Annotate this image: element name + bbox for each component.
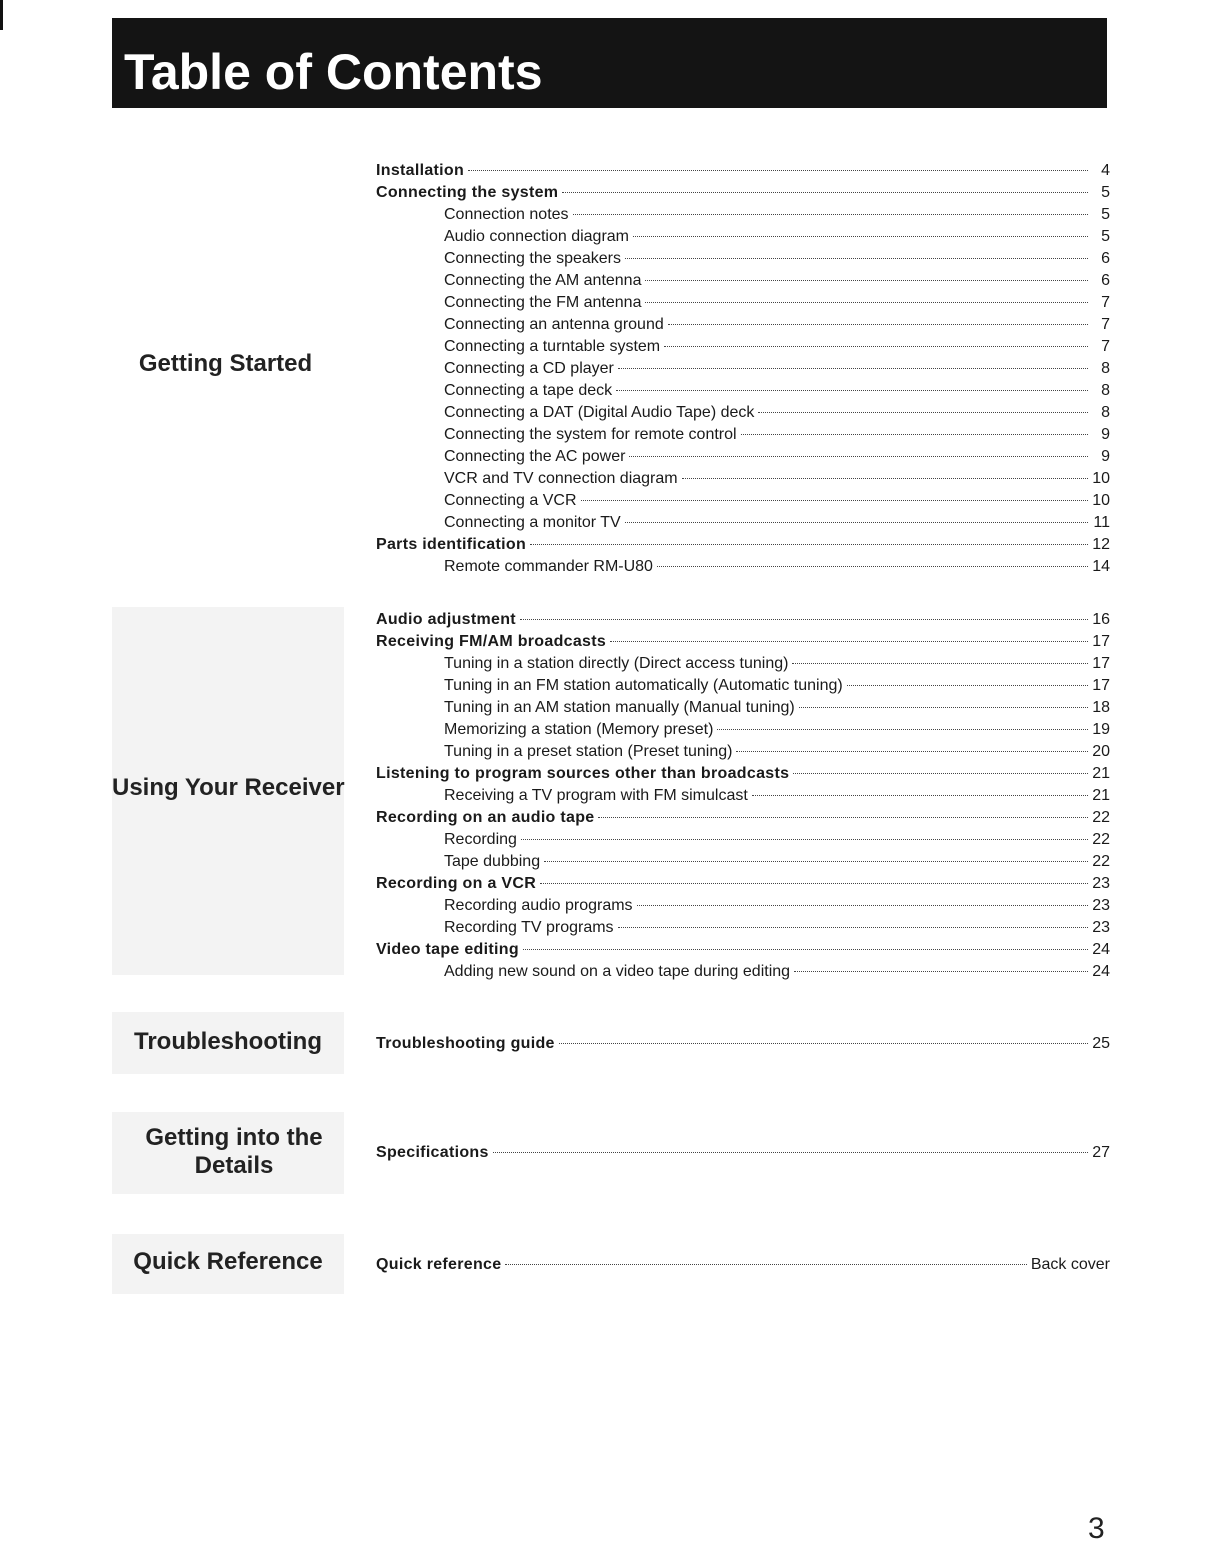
dot-leader bbox=[645, 280, 1088, 281]
toc-entry-title: Tuning in an AM station manually (Manual tuning) bbox=[444, 699, 795, 716]
section-label-using-your-receiver bbox=[112, 774, 344, 802]
toc-entry-title: Audio connection diagram bbox=[444, 228, 630, 245]
dot-leader bbox=[573, 214, 1088, 215]
toc-entry-page: 12 bbox=[1092, 536, 1110, 553]
section-label-line: Details bbox=[194, 1152, 274, 1179]
toc-entry-page: 5 bbox=[1101, 206, 1110, 223]
toc-entry-page: 4 bbox=[1101, 162, 1110, 179]
dot-leader bbox=[717, 729, 1088, 730]
toc-sub-entry bbox=[376, 358, 1110, 380]
dot-leader bbox=[682, 478, 1088, 479]
toc-entry-title: Connecting the speakers bbox=[444, 250, 621, 267]
toc-entry-title: Quick reference bbox=[376, 1256, 502, 1273]
toc-entry-page: 7 bbox=[1101, 338, 1110, 355]
toc-list-using-your-receiver bbox=[376, 609, 1110, 983]
toc-entry-page: 23 bbox=[1092, 875, 1110, 892]
toc-entry-title: Memorizing a station (Memory preset) bbox=[444, 721, 714, 738]
toc-heading-entry bbox=[376, 1254, 1110, 1276]
dot-leader bbox=[637, 905, 1088, 906]
toc-sub-entry bbox=[376, 292, 1110, 314]
toc-entry-page: 23 bbox=[1092, 897, 1110, 914]
toc-entry-title: Listening to program sources other than broadcasts bbox=[376, 765, 790, 782]
toc-entry-title: Tuning in a station directly (Direct access tuning) bbox=[444, 655, 789, 672]
toc-heading-entry bbox=[376, 631, 1110, 653]
toc-sub-entry bbox=[376, 917, 1110, 939]
toc-entry-page: 17 bbox=[1092, 655, 1110, 672]
toc-entry-title: VCR and TV connection diagram bbox=[444, 470, 678, 487]
toc-entry-page: 19 bbox=[1092, 721, 1110, 738]
toc-list-quick-reference bbox=[376, 1254, 1110, 1276]
toc-entry-page: 21 bbox=[1092, 765, 1110, 782]
toc-entry-page: 17 bbox=[1092, 677, 1110, 694]
toc-entry-page: Back cover bbox=[1030, 1256, 1110, 1273]
toc-heading-entry bbox=[376, 160, 1110, 182]
toc-entry-page: 6 bbox=[1101, 272, 1110, 289]
toc-list-getting-started bbox=[376, 160, 1110, 578]
toc-heading-entry bbox=[376, 873, 1110, 895]
toc-entry-title: Recording bbox=[444, 831, 517, 848]
dot-leader bbox=[540, 883, 1088, 884]
toc-sub-entry bbox=[376, 556, 1110, 578]
section-label-line: Quick Reference bbox=[133, 1248, 323, 1275]
dot-leader bbox=[625, 522, 1088, 523]
toc-heading-entry bbox=[376, 939, 1110, 961]
toc-entry-page: 14 bbox=[1092, 558, 1110, 575]
toc-sub-entry bbox=[376, 226, 1110, 248]
toc-sub-entry bbox=[376, 719, 1110, 741]
toc-sub-entry bbox=[376, 785, 1110, 807]
dot-leader bbox=[736, 751, 1088, 752]
dot-leader bbox=[847, 685, 1088, 686]
title-banner bbox=[112, 18, 1107, 108]
toc-entry-title: Tape dubbing bbox=[444, 853, 541, 870]
toc-sub-entry bbox=[376, 697, 1110, 719]
toc-entry-page: 24 bbox=[1092, 941, 1110, 958]
toc-entry-title: Connecting a DAT (Digital Audio Tape) deck bbox=[444, 404, 755, 421]
toc-entry-title: Connection notes bbox=[444, 206, 569, 223]
dot-leader bbox=[581, 500, 1088, 501]
dot-leader bbox=[629, 456, 1088, 457]
toc-entry-page: 11 bbox=[1093, 514, 1110, 531]
section-label-line: Using Your Receiver bbox=[112, 774, 345, 801]
toc-entry-title: Connecting the AM antenna bbox=[444, 272, 642, 289]
toc-heading-entry bbox=[376, 182, 1110, 204]
toc-sub-entry bbox=[376, 204, 1110, 226]
toc-entry-page: 8 bbox=[1101, 360, 1110, 377]
toc-entry-page: 17 bbox=[1092, 633, 1110, 650]
toc-entry-title: Connecting the system bbox=[376, 184, 559, 201]
toc-sub-entry bbox=[376, 851, 1110, 873]
toc-entry-page: 22 bbox=[1092, 831, 1110, 848]
toc-entry-title: Connecting a tape deck bbox=[444, 382, 613, 399]
dot-leader bbox=[468, 170, 1088, 171]
dot-leader bbox=[505, 1264, 1026, 1265]
dot-leader bbox=[530, 544, 1088, 545]
toc-entry-page: 20 bbox=[1092, 743, 1110, 760]
dot-leader bbox=[618, 927, 1088, 928]
dot-leader bbox=[562, 192, 1088, 193]
dot-leader bbox=[752, 795, 1088, 796]
page-number: 3 bbox=[1088, 1512, 1105, 1545]
toc-heading-entry bbox=[376, 534, 1110, 556]
dot-leader bbox=[610, 641, 1088, 642]
dot-leader bbox=[523, 949, 1088, 950]
toc-sub-entry bbox=[376, 424, 1110, 446]
toc-entry-title: Connecting an antenna ground bbox=[444, 316, 664, 333]
page-edge-mark bbox=[0, 0, 3, 30]
toc-entry-title: Recording TV programs bbox=[444, 919, 614, 936]
toc-entry-title: Receiving a TV program with FM simulcast bbox=[444, 787, 748, 804]
section-label-line: Getting into the bbox=[145, 1124, 323, 1151]
toc-entry-title: Recording on a VCR bbox=[376, 875, 537, 892]
toc-entry-title: Connecting a turntable system bbox=[444, 338, 661, 355]
dot-leader bbox=[657, 566, 1088, 567]
dot-leader bbox=[668, 324, 1088, 325]
toc-sub-entry bbox=[376, 446, 1110, 468]
dot-leader bbox=[793, 773, 1088, 774]
section-label-quick-reference bbox=[112, 1248, 344, 1276]
toc-entry-title: Connecting a monitor TV bbox=[444, 514, 621, 531]
dot-leader bbox=[645, 302, 1088, 303]
toc-heading-entry bbox=[376, 1142, 1110, 1164]
toc-entry-page: 10 bbox=[1092, 470, 1110, 487]
dot-leader bbox=[792, 663, 1088, 664]
dot-leader bbox=[741, 434, 1088, 435]
toc-entry-title: Connecting a VCR bbox=[444, 492, 577, 509]
toc-entry-title: Tuning in a preset station (Preset tuning) bbox=[444, 743, 733, 760]
toc-entry-title: Specifications bbox=[376, 1144, 489, 1161]
toc-entry-title: Connecting the AC power bbox=[444, 448, 626, 465]
toc-sub-entry bbox=[376, 653, 1110, 675]
toc-entry-title: Tuning in an FM station automatically (Automatic tuning) bbox=[444, 677, 843, 694]
toc-sub-entry bbox=[376, 895, 1110, 917]
toc-entry-page: 24 bbox=[1092, 963, 1110, 980]
toc-entry-title: Recording on an audio tape bbox=[376, 809, 595, 826]
toc-entry-title: Connecting the FM antenna bbox=[444, 294, 642, 311]
toc-sub-entry bbox=[376, 512, 1110, 534]
dot-leader bbox=[544, 861, 1088, 862]
toc-sub-entry bbox=[376, 961, 1110, 983]
toc-entry-title: Connecting a CD player bbox=[444, 360, 614, 377]
toc-entry-page: 8 bbox=[1101, 404, 1110, 421]
toc-sub-entry bbox=[376, 675, 1110, 697]
toc-entry-page: 5 bbox=[1101, 228, 1110, 245]
dot-leader bbox=[664, 346, 1088, 347]
toc-sub-entry bbox=[376, 829, 1110, 851]
dot-leader bbox=[758, 412, 1088, 413]
toc-entry-page: 9 bbox=[1101, 426, 1110, 443]
toc-entry-title: Troubleshooting guide bbox=[376, 1035, 555, 1052]
toc-sub-entry bbox=[376, 402, 1110, 424]
toc-entry-page: 10 bbox=[1092, 492, 1110, 509]
toc-entry-page: 6 bbox=[1101, 250, 1110, 267]
section-label-troubleshooting bbox=[112, 1028, 344, 1056]
dot-leader bbox=[520, 619, 1088, 620]
toc-heading-entry bbox=[376, 609, 1110, 631]
toc-entry-title: Remote commander RM-U80 bbox=[444, 558, 653, 575]
toc-entry-page: 5 bbox=[1101, 184, 1110, 201]
dot-leader bbox=[598, 817, 1088, 818]
toc-list-troubleshooting bbox=[376, 1033, 1110, 1055]
toc-entry-page: 22 bbox=[1092, 853, 1110, 870]
toc-entry-title: Video tape editing bbox=[376, 941, 519, 958]
toc-sub-entry bbox=[376, 468, 1110, 490]
toc-sub-entry bbox=[376, 336, 1110, 358]
toc-entry-title: Receiving FM/AM broadcasts bbox=[376, 633, 607, 650]
toc-entry-title: Adding new sound on a video tape during editing bbox=[444, 963, 791, 980]
toc-entry-page: 21 bbox=[1092, 787, 1110, 804]
section-label-getting-into-the-details bbox=[118, 1124, 350, 1180]
dot-leader bbox=[493, 1152, 1088, 1153]
toc-entry-page: 8 bbox=[1101, 382, 1110, 399]
toc-heading-entry bbox=[376, 807, 1110, 829]
toc-sub-entry bbox=[376, 741, 1110, 763]
dot-leader bbox=[799, 707, 1088, 708]
toc-entry-page: 9 bbox=[1101, 448, 1110, 465]
toc-sub-entry bbox=[376, 380, 1110, 402]
toc-entry-title: Audio adjustment bbox=[376, 611, 516, 628]
toc-entry-page: 27 bbox=[1092, 1144, 1110, 1161]
toc-sub-entry bbox=[376, 490, 1110, 512]
section-label-getting-started bbox=[118, 350, 333, 378]
toc-entry-page: 25 bbox=[1092, 1035, 1110, 1052]
toc-list-getting-into-the-details bbox=[376, 1142, 1110, 1164]
dot-leader bbox=[559, 1043, 1088, 1044]
toc-entry-page: 22 bbox=[1092, 809, 1110, 826]
toc-entry-page: 7 bbox=[1101, 294, 1110, 311]
dot-leader bbox=[521, 839, 1088, 840]
toc-entry-title: Parts identification bbox=[376, 536, 527, 553]
toc-entry-page: 23 bbox=[1092, 919, 1110, 936]
dot-leader bbox=[633, 236, 1088, 237]
dot-leader bbox=[625, 258, 1088, 259]
toc-entry-title: Connecting the system for remote control bbox=[444, 426, 737, 443]
dot-leader bbox=[794, 971, 1088, 972]
section-label-line: Getting Started bbox=[138, 350, 313, 377]
toc-entry-title: Recording audio programs bbox=[444, 897, 633, 914]
toc-sub-entry bbox=[376, 248, 1110, 270]
toc-entry-title: Installation bbox=[376, 162, 465, 179]
toc-entry-page: 16 bbox=[1092, 611, 1110, 628]
dot-leader bbox=[616, 390, 1088, 391]
toc-sub-entry bbox=[376, 270, 1110, 292]
section-label-line: Troubleshooting bbox=[134, 1028, 322, 1055]
toc-entry-page: 18 bbox=[1092, 699, 1110, 716]
page-title: Table of Contents bbox=[124, 44, 543, 100]
dot-leader bbox=[618, 368, 1088, 369]
toc-entry-page: 7 bbox=[1101, 316, 1110, 333]
toc-sub-entry bbox=[376, 314, 1110, 336]
toc-heading-entry bbox=[376, 1033, 1110, 1055]
toc-heading-entry bbox=[376, 763, 1110, 785]
